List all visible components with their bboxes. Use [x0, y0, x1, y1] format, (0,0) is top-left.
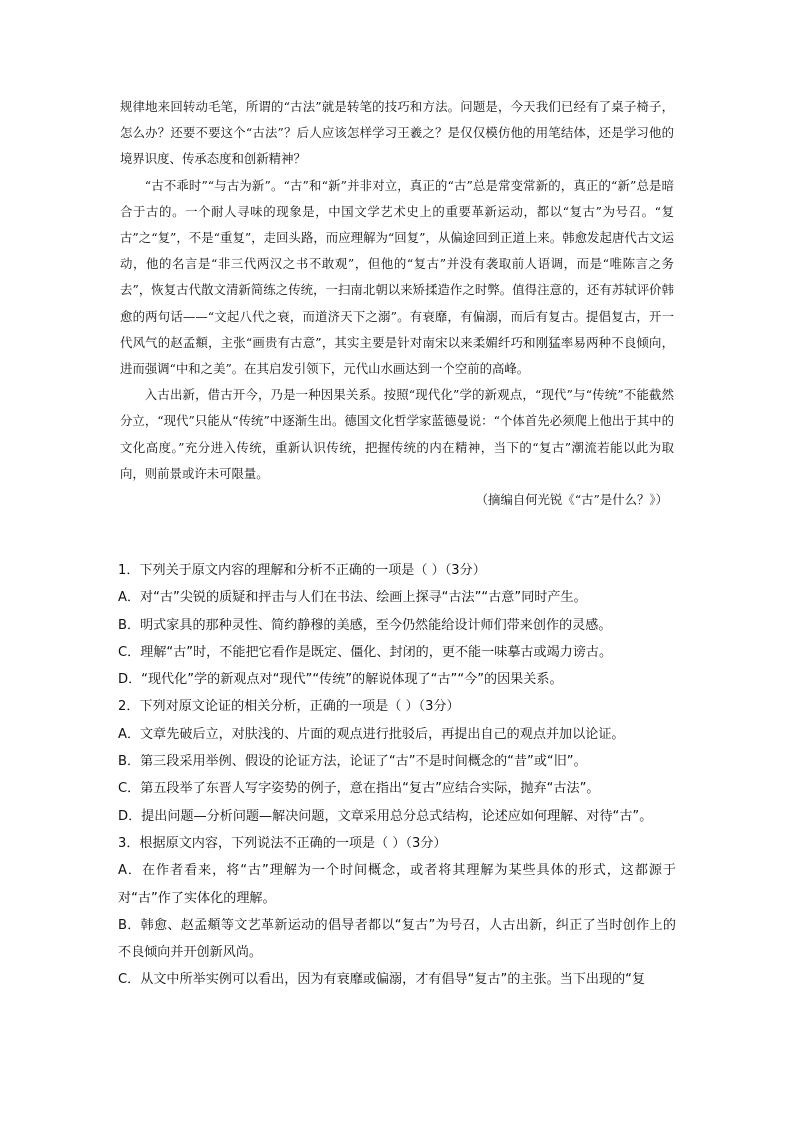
question-2-option-a: A．文章先破后立，对肤浅的、片面的观点进行批驳后，再提出自己的观点并加以论证。	[118, 726, 625, 742]
passage-paragraph-2: “古不乖时”“与古为新”。“古”和“新”并非对立，真正的“古”总是常变常新的，真正的“新”总是暗合于古的。一个耐人寻味的现象是，中国文学艺术史上的重要革新运动，都以“复古”为号召。“复古”之“复”，不是“重复”，走回头路，而应理解为“回复”，从偏途回到正道上来。韩愈发起唐代古文运动，他的名言是“非三代两汉之书不敢观”，但他的“复古”并没有袭取前人语调，而是“唯陈言之务去”，恢复古代散文清新简练之传统，一扫南北朝以来矫揉造作之时弊。值得注意的，还有苏轼评价韩愈的两句话——“文起八代之衰，而道济天下之溺”。有衰靡，有偏溺，而后有复古。提倡复古，开一代风气的赵孟頫，主张“画贵有古意”，其实主要是针对南宋以来柔媚纤巧和刚猛率易两种不良倾向，进而强调“中和之美”。在其启发引领下，元代山水画达到一个空前的高峰。	[120, 177, 674, 377]
question-3-option-c: C．从文中所举实例可以看出，因为有衰靡或偏溺，才有倡导“复古”的主张。当下出现的“复	[118, 972, 646, 988]
passage-paragraph-3: 入古出新，借古开今，乃是一种因果关系。按照“现代化”学的新观点，“现代”与“传统”不能截然分立，“现代”只能从“传统”中逐渐生出。德国文化哲学家蓝德曼说：“个体首先必须爬上他出于其中的文化高度。”充分进入传统，重新认识传统，把握传统的内在精神，当下的“复古”潮流若能以此为取向，则前景或许未可限量。	[120, 387, 674, 481]
question-1-option-c: C．理解“古”时，不能把它看作是既定、僵化、封闭的，更不能一味摹古或竭力谤古。	[118, 644, 613, 660]
question-1-option-a: A．对“古”尖锐的质疑和抨击与人们在书法、绘画上探寻“古法”“古意”同时产生。	[118, 590, 587, 606]
question-2-stem: 2．下列对原文论证的相关分析，正确的一项是（ ）（3分）	[118, 699, 460, 715]
passage-source: （摘编自何光锐《“古”是什么？》）	[475, 492, 668, 508]
question-3-option-a: A．在作者看来，将“古”理解为一个时间概念，或者将其理解为某些具体的形式，这都源于对“古”作了实体化的理解。	[118, 863, 676, 906]
passage-paragraph-1: 规律地来回转动毛笔，所谓的“古法”就是转笔的技巧和方法。问题是，今天我们已经有了桌子椅子，怎么办？还要不要这个“古法”？后人应该怎样学习王羲之？是仅仅模仿他的用笔结体，还是学习他的境界识度、传承态度和创新精神？	[120, 99, 674, 167]
question-1-option-b: B．明式家具的那种灵性、简约静穆的美感，至今仍然能给设计师们带来创作的灵感。	[118, 617, 612, 633]
question-2-option-d: D．提出问题—分析问题—解决问题，文章采用总分总式结构，论述应如何理解、对待“古”。	[118, 808, 653, 824]
question-2-option-b: B．第三段采用举例、假设的论证方法，论证了“古”不是时间概念的“昔”或“旧”。	[118, 754, 587, 770]
question-1-stem: 1．下列关于原文内容的理解和分析不正确的一项是（ ）（3分）	[118, 563, 486, 578]
question-section	[118, 557, 676, 994]
question-3-option-b: B．韩愈、赵孟頫等文艺革新运动的倡导者都以“复古”为号召，人古出新，纠正了当时创作上的不良倾向并开创新风尚。	[118, 917, 676, 961]
question-1-option-d: D．“现代化”学的新观点对“现代”“传统”的解说体现了“古”“今”的因果关系。	[118, 672, 563, 688]
reading-passage	[120, 94, 674, 513]
question-2-option-c: C．第五段举了东晋人写字姿势的例子，意在指出“复古”应结合实际，抛弃“古法”。	[118, 781, 600, 797]
question-3-stem: 3．根据原文内容，下列说法不正确的一项是（ ）（3分）	[118, 835, 447, 851]
